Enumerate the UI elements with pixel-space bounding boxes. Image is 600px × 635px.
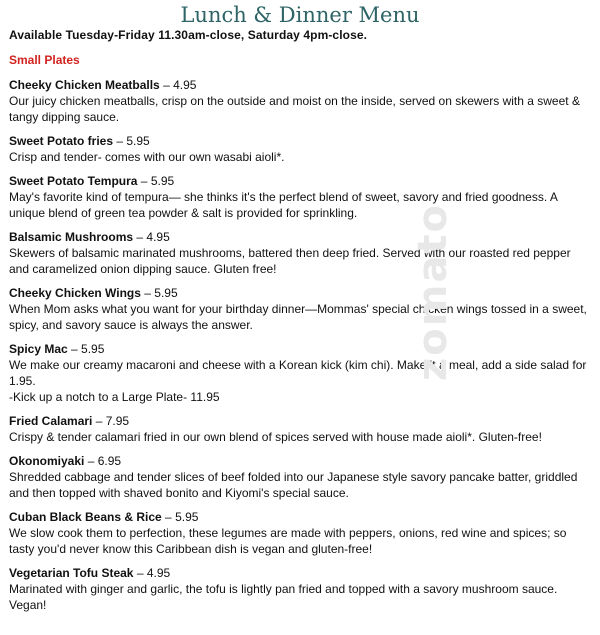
description-line: Our juicy chicken meatballs, crisp on the outside and moist on the inside, served on skewers with a sweet & [9,94,580,108]
price-separator: – [92,414,106,428]
description-line: and then topped with shaved bonito and Kiyomi's special sauce. [9,486,349,500]
description-line: We slow cook them to perfection, these legumes are made with peppers, onions, red wine and spices; so [9,526,567,540]
menu-item-price: 5.95 [126,134,150,148]
price-separator: – [137,174,151,188]
description-line: Shredded cabbage and tender slices of beef folded into our Japanese style savory pancake batter, griddled [9,470,578,484]
menu-item-name: Cheeky Chicken Meatballs [9,78,160,92]
menu-item-price: 4.95 [146,566,171,580]
description-line: May's favorite kind of tempura— she thinks it's the perfect blend of sweet, savory and fried goodness. A [9,190,558,204]
menu-item-name: Vegetarian Tofu Steak [9,566,134,580]
menu-item-name: Cheeky Chicken Wings [9,286,141,300]
menu-item [9,77,587,125]
menu-item-price: 4.95 [146,230,170,244]
description-line: We make our creamy macaroni and cheese with a Korean kick (kim chi). Make it a meal, add a side salad for [9,358,587,372]
menu-item-header [9,341,587,357]
description-line: Crispy & tender calamari fried in our own blend of spices served with house made aioli*. Gluten-free! [9,430,542,444]
menu-item [9,509,587,557]
menu-item-description [9,301,587,333]
menu-item-header [9,509,587,525]
description-line: -Kick up a notch to a Large Plate- 11.95 [9,390,220,404]
availability-note: Available Tuesday-Friday 11.30am-close, Saturday 4pm-close. [9,28,368,42]
price-separator: – [159,78,174,92]
description-line: When Mom asks what you want for your birthday dinner—Mommas' special chicken wings tossed in a sweet, [9,302,587,316]
price-separator: – [67,342,82,356]
menu-item-name: Sweet Potato Tempura [9,174,138,188]
menu-item-price: 5.95 [175,510,199,524]
price-separator: – [140,286,155,300]
menu-item-name: Okonomiyaki [9,454,85,468]
description-line: 1.95. [9,374,36,388]
menu-item-header [9,77,587,93]
price-separator: – [113,134,127,148]
price-separator: – [133,230,147,244]
menu-item [9,565,587,613]
menu-item-header [9,229,587,245]
menu-item [9,133,587,165]
menu-item-description [9,189,587,221]
menu-item [9,285,587,333]
page-title: Lunch & Dinner Menu [180,3,420,27]
watermark: zomato [410,203,456,382]
section-heading: Small Plates [9,53,80,67]
price-separator: – [161,510,176,524]
description-line: tangy dipping sauce. [9,110,120,124]
menu-item [9,341,587,405]
menu-item-header [9,413,587,429]
menu-item [9,229,587,277]
menu-item-price: 5.95 [81,342,105,356]
menu-item-description [9,525,587,557]
description-line: tasty you'd never know this Caribbean dish is vegan and gluten-free! [9,542,373,556]
menu-item-header [9,173,587,189]
menu-item [9,413,587,445]
menu-item-price: 4.95 [173,78,197,92]
description-line: Crisp and tender- comes with our own wasabi aioli*. [9,150,285,164]
menu-item-header [9,285,587,301]
menu-item-description [9,245,587,277]
description-line: Marinated with ginger and garlic, the tofu is lightly pan fried and topped with a savory mushroom sauce. [9,582,558,596]
price-separator: – [133,566,147,580]
menu-item-name: Spicy Mac [9,342,68,356]
menu-item-description [9,93,587,125]
menu-item-description [9,429,587,445]
menu-item-name: Fried Calamari [9,414,93,428]
menu-item [9,173,587,221]
menu-list [0,77,600,613]
description-line: and caramelized onion dipping sauce. Gluten free! [9,262,277,276]
description-line: unique blend of green tea powder & salt is provided for sprinkling. [9,206,358,220]
menu-item-header [9,133,587,149]
menu-item-header [9,565,587,581]
price-separator: – [84,454,98,468]
menu-item-description [9,469,587,501]
menu-item-price: 5.95 [154,286,178,300]
menu-item-price: 7.95 [105,414,130,428]
description-line: Vegan! [9,598,47,612]
description-line: spicy, and savory sauce is always the answer. [9,318,253,332]
menu-item-name: Cuban Black Beans & Rice [9,510,162,524]
menu-item-price: 6.95 [97,454,122,468]
menu-item-description [9,581,587,613]
menu-item-name: Balsamic Mushrooms [9,230,134,244]
menu-item-price: 5.95 [150,174,175,188]
menu-item-description [9,357,587,405]
menu-item-header [9,453,587,469]
menu-item-description [9,149,587,165]
description-line: Skewers of balsamic marinated mushrooms, battered then deep fried. Served with our roasted red pepper [9,246,571,260]
menu-item-name: Sweet Potato fries [9,134,114,148]
menu-item [9,453,587,501]
